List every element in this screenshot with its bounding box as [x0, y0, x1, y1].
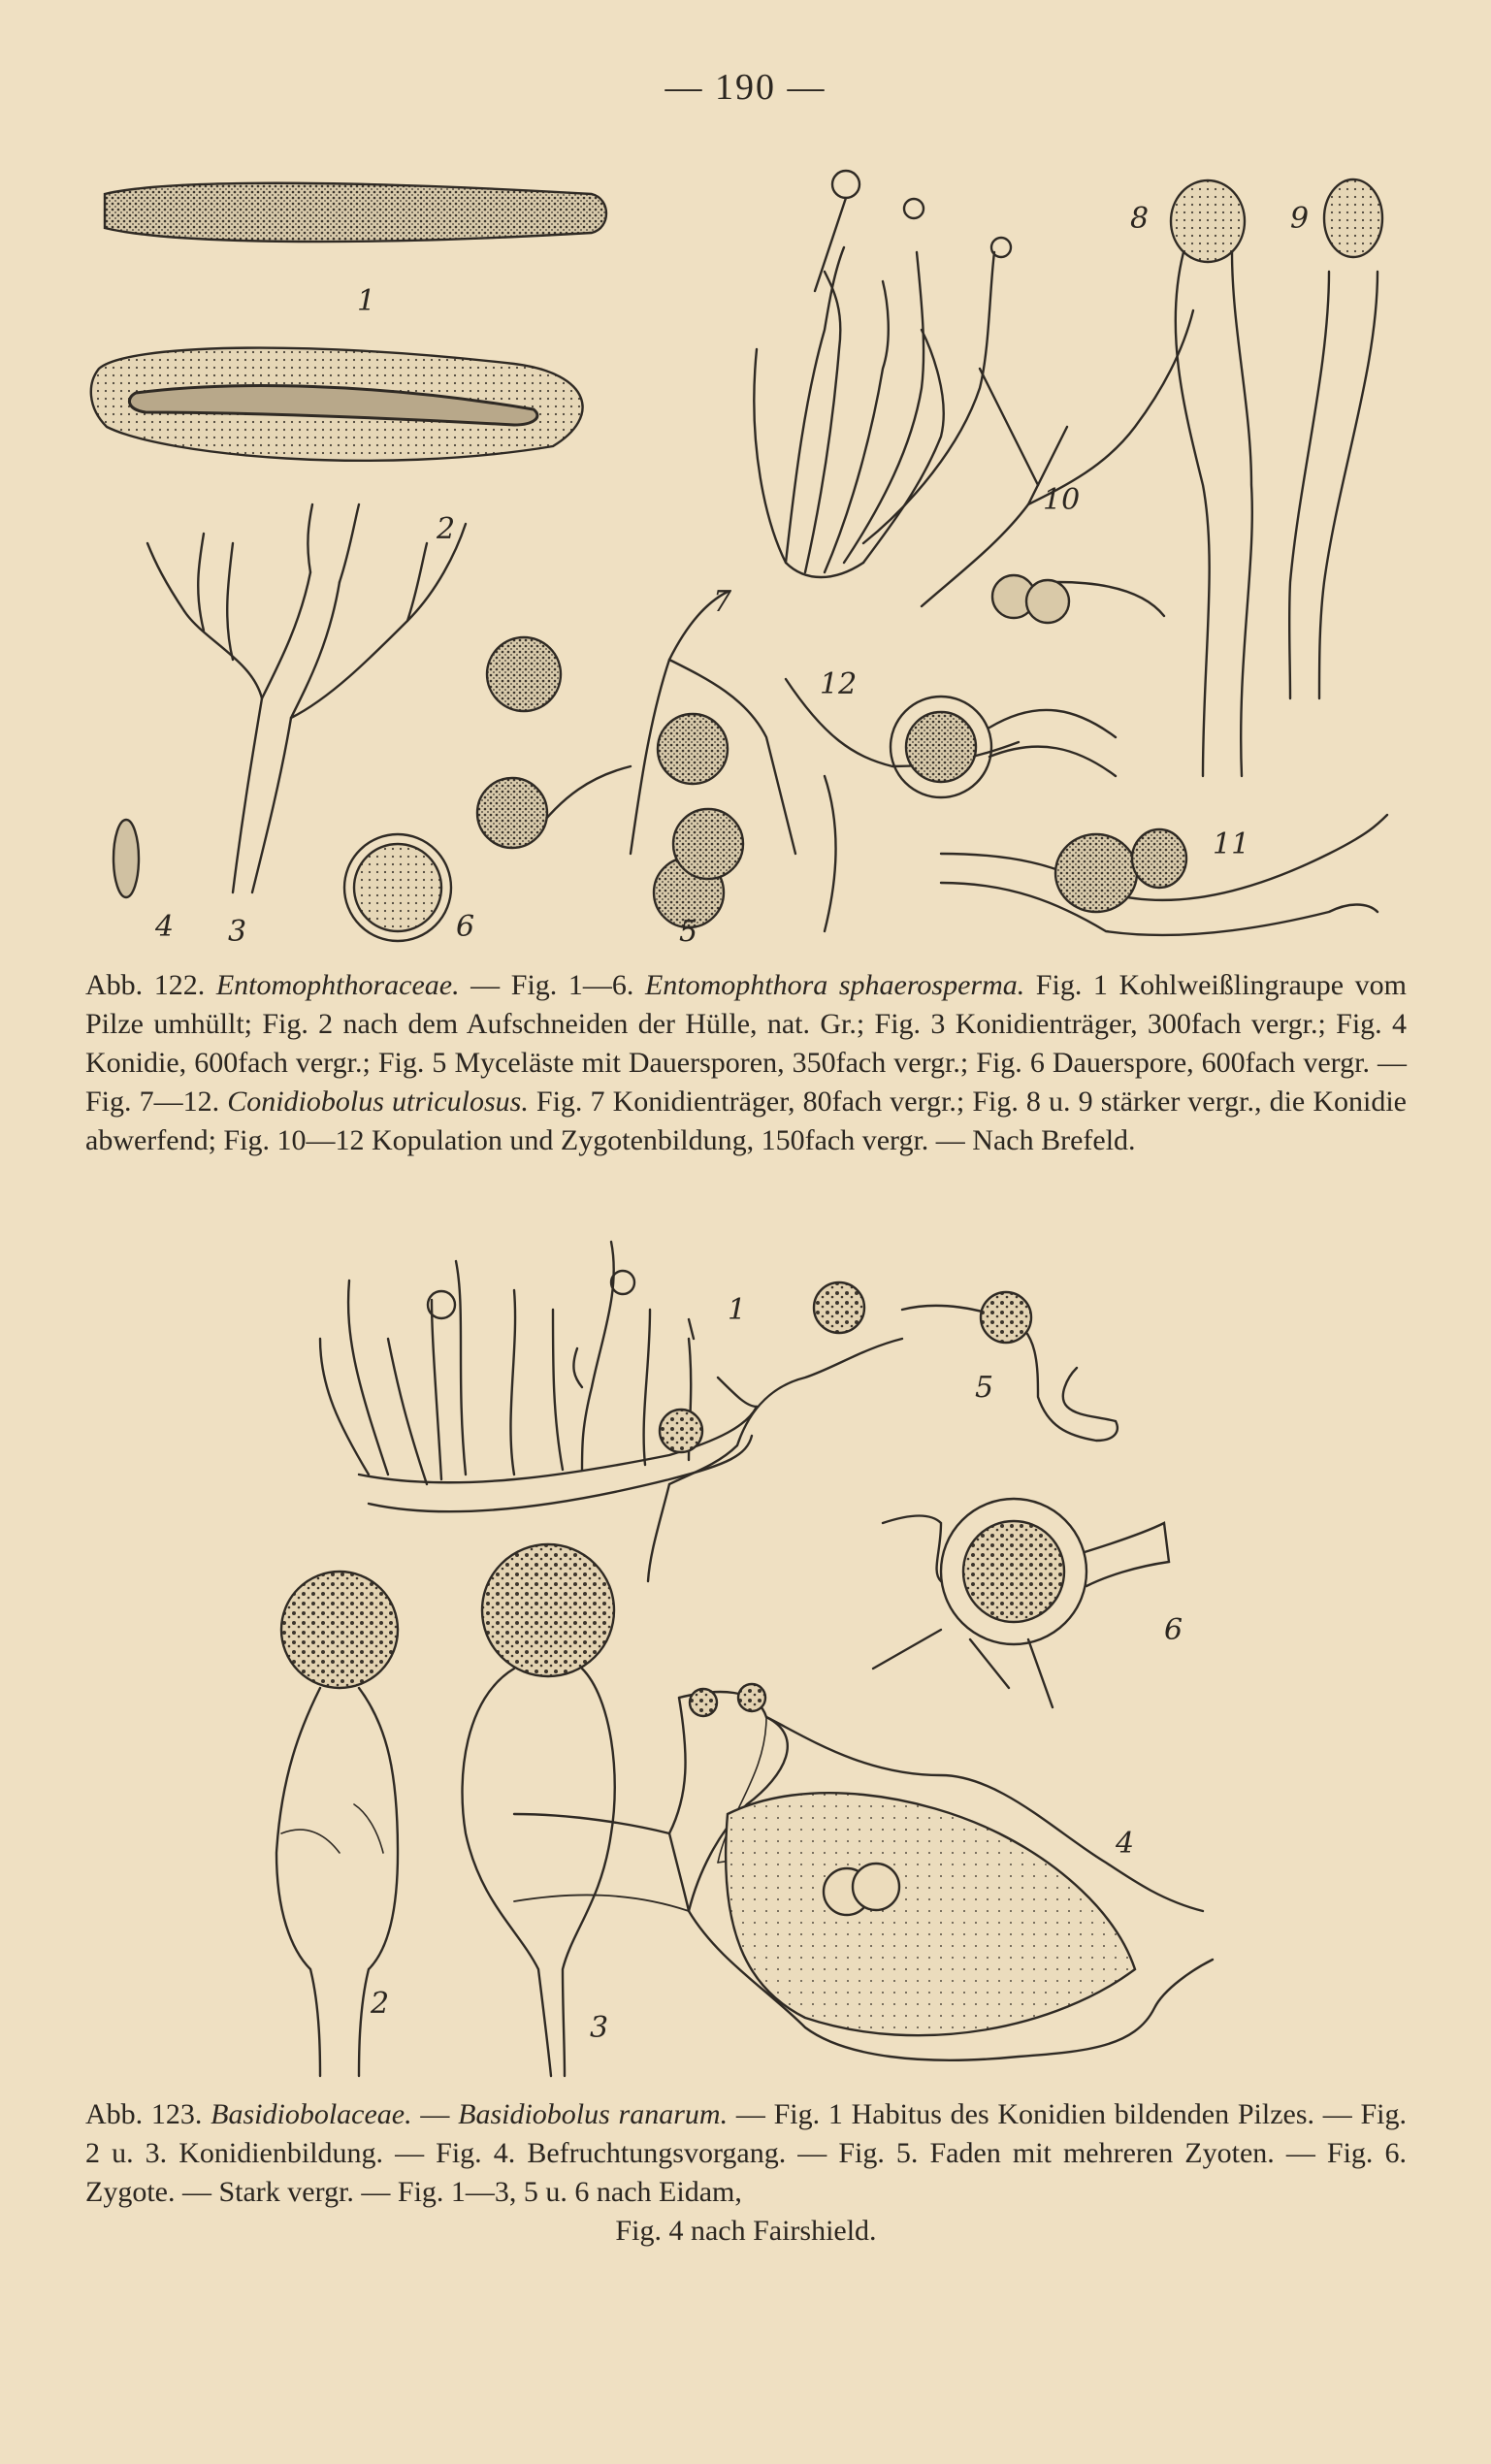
fig122-label-2: 2 [437, 512, 456, 546]
fig122-label-7: 7 [713, 585, 732, 619]
fig123-label-3: 3 [590, 2011, 609, 2045]
fig123-caption-part: Abb. 123. [85, 2098, 211, 2130]
figure-122-illustration [87, 155, 1407, 960]
fig122-label-4: 4 [155, 910, 175, 944]
figure-123-caption [85, 2095, 1407, 2251]
fig123-caption-lastline: Fig. 4 nach Fairshield. [615, 2215, 877, 2247]
fig122-label-8: 8 [1130, 202, 1150, 236]
fig123-caption-part: — [411, 2098, 459, 2130]
fig122-caption-part: Abb. 122. [85, 969, 216, 1001]
fig122-label-9: 9 [1290, 202, 1310, 236]
figure-122-drawing [87, 155, 1407, 960]
figure-123-drawing [262, 1232, 1242, 2086]
fig123-label-6: 6 [1164, 1613, 1183, 1647]
fig122-label-6: 6 [456, 910, 475, 944]
fig122-caption-species: Conidiobolus utriculosus. [227, 1086, 529, 1118]
fig122-label-11: 11 [1213, 827, 1250, 861]
fig123-label-4: 4 [1116, 1827, 1135, 1861]
fig122-label-1: 1 [357, 284, 376, 318]
fig123-label-1: 1 [728, 1293, 747, 1327]
fig123-label-5: 5 [975, 1371, 994, 1405]
figure-122-caption [85, 966, 1407, 1160]
fig122-label-12: 12 [820, 667, 858, 701]
fig123-caption-family: Basidiobolaceae. [211, 2098, 412, 2130]
fig122-caption-species: Entomophthora sphaerosperma. [644, 969, 1025, 1001]
fig122-caption-family: Entomophthoraceae. [215, 969, 460, 1001]
fig123-label-2: 2 [371, 1987, 390, 2021]
fig123-caption-part: — Fig. 1 Habitus des Konidien bildenden Pilzes. — Fig. 2 u. 3. Konidienbildung. — Fig. 4. Befruchtungsvorgang. — Fig. 5. Faden mit mehreren Zyoten. — Fig. 6. Zygote. — Stark vergr. — Fig. 1—3, 5 u. 6 nach Eidam, [85, 2098, 1408, 2208]
fig122-label-10: 10 [1043, 483, 1081, 517]
page-number: — 190 — [664, 67, 827, 108]
fig123-caption-species: Basidiobolus ranarum. [458, 2098, 729, 2130]
fig122-caption-part: — Fig. 1—6. [459, 969, 645, 1001]
fig122-caption-part: Fig. 7 Konidienträger, 80fach vergr.; Fig. 8 u. 9 stärker vergr., die Konidie abwerfend; Fig. 10—12 Kopulation und Zygotenbildung, 150fach vergr. — Nach Brefeld. [85, 1086, 1407, 1156]
fig122-label-5: 5 [679, 915, 698, 949]
figure-123-illustration [262, 1232, 1242, 2086]
fig122-label-3: 3 [228, 915, 247, 949]
fig122-caption-part: Fig. 1 Kohlweißlingraupe vom Pilze umhüllt; Fig. 2 nach dem Aufschneiden der Hülle, nat. Gr.; Fig. 3 Konidienträger, 300fach vergr.; Fig. 4 Konidie, 600fach vergr.; Fig. 5 Myceläste mit Dauersporen, 350fach vergr.; Fig. 6 Dauerspore, 600fach vergr. — Fig. 7—12. [85, 969, 1407, 1118]
